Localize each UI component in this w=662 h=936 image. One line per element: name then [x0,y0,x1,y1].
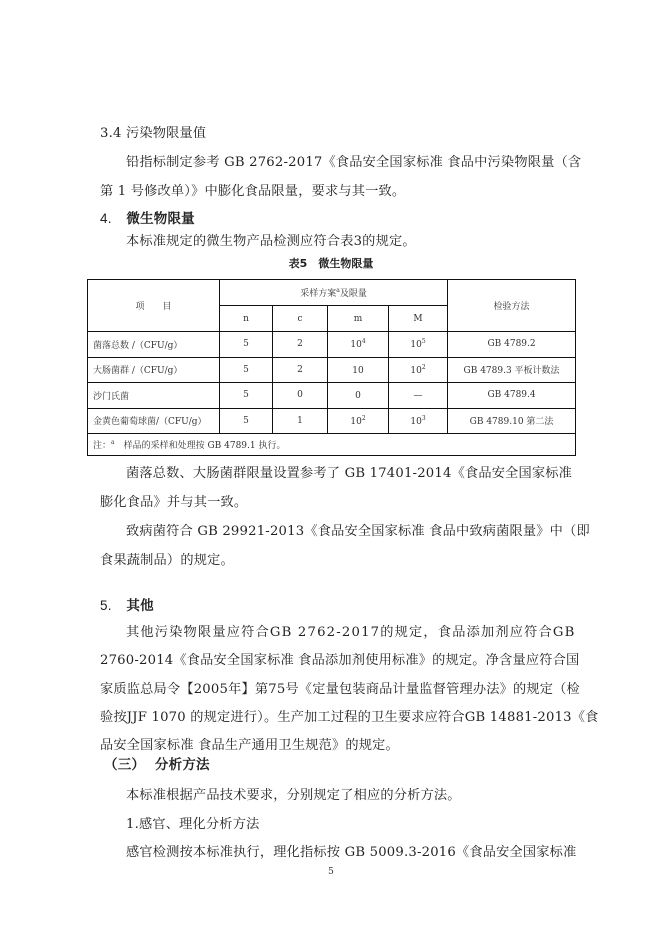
section-5-number: 5. [100,598,112,613]
paragraph-lead-reference-cont: 第 1 号修改单）》中膨化食品限量，要求与其一致。 [100,184,406,199]
paragraph-colony-reference-cont: 膨化食品》并与其一致。 [100,495,248,510]
cell-m: 10 [328,357,389,383]
table-row [88,357,576,383]
section-three-heading [104,756,210,774]
section-4-number: 4. [100,211,112,226]
section-three-number: （三） [104,757,146,773]
cell-item: 金黄色葡萄球菌/（CFU/g） [88,408,220,434]
footnote-mark: a [111,439,115,446]
header-sampling-plan: 采样方案$^a$及限量 [220,280,448,306]
section-5-heading [100,597,154,615]
paragraph-pathogen: 致病菌符合 GB 29921-2013《食品安全国家标准 食品中致病菌限量》中（即 [126,524,590,539]
cell-c: 2 [273,332,328,358]
section-5-line-2: 2760-2014《食品安全国家标准 食品添加剂使用标准》的规定。净含量应符合国 [100,653,580,668]
cell-M: $10^5$ [389,332,448,358]
cell-item: 菌落总数 /（CFU/g） [88,332,220,358]
section-three-title: 分析方法 [154,757,210,773]
section-5-line-4: 验按JJF 1070 的规定进行）。生产加工过程的卫生要求应符合GB 14881-2013《食 [100,710,599,725]
subsection-paragraph: 感官检测按本标准执行，理化指标按 GB 5009.3-2016《食品安全国家标准 [126,845,577,860]
table-row [88,332,576,358]
header-c: c [273,306,328,332]
cell-n: 5 [220,332,273,358]
cell-method: GB 4789.4 [448,383,576,409]
paragraph-colony-reference: 菌落总数、大肠菌群限量设置参考了 GB 17401-2014《食品安全国家标准 [126,466,573,481]
cell-M: $10^2$ [389,357,448,383]
header-m: m [328,306,389,332]
cell-c: 2 [273,357,328,383]
table-caption: 表5 微生物限量 [288,257,374,270]
cell-M: $10^3$ [389,408,448,434]
header-method: 检验方法 [448,280,576,332]
cell-method: GB 4789.2 [448,332,576,358]
section-4-title: 微生物限量 [126,211,195,227]
cell-n: 5 [220,383,273,409]
table-header-row [88,280,576,306]
cell-method: GB 4789.10 第二法 [448,408,576,434]
cell-item: 沙门氏菌 [88,383,220,409]
subsection-heading: 1.感官、理化分析方法 [126,817,260,832]
cell-m: $10^2$ [328,408,389,434]
section-4-heading [100,210,195,228]
cell-n: 5 [220,357,273,383]
microbial-limits-table [87,279,576,456]
header-item: 项 目 [88,280,220,332]
cell-c: 1 [273,408,328,434]
section-3-4-heading: 3.4 污染物限量值 [100,126,207,141]
header-M: M [389,306,448,332]
table-row [88,383,576,409]
page-number: 5 [328,867,334,877]
cell-item: 大肠菌群 /（CFU/g） [88,357,220,383]
paragraph-lead-reference: 铅指标制定参考 GB 2762-2017《食品安全国家标准 食品中污染物限量（含 [126,155,582,170]
section-4-paragraph: 本标准规定的微生物产品检测应符合表3的规定。 [126,234,416,249]
cell-m: 0 [328,383,389,409]
cell-c: 0 [273,383,328,409]
section-5-title: 其他 [126,598,154,614]
section-5-line-1: 其他污染物限量应符合GB 2762-2017的规定，食品添加剂应符合GB [126,625,576,640]
header-n: n [220,306,273,332]
cell-m: $10^4$ [328,332,389,358]
cell-n: 5 [220,408,273,434]
paragraph-pathogen-cont: 食果蔬制品）的规定。 [100,553,234,568]
table-note-row [88,434,576,456]
section-5-line-5: 品安全国家标准 食品生产通用卫生规范》的规定。 [100,738,399,753]
section-three-paragraph: 本标准根据产品技术要求，分别规定了相应的分析方法。 [126,788,461,803]
table-row [88,408,576,434]
section-5-line-3: 家质监总局令【2005年】第75号《定量包装商品计量监督管理办法》的规定（检 [100,682,580,697]
footnote-mark: a [336,287,340,294]
cell-method: GB 4789.3 平板计数法 [448,357,576,383]
table-note: 注：$^a$ 样品的采样和处理按 GB 4789.1 执行。 [88,434,576,456]
cell-M: — [389,383,448,409]
